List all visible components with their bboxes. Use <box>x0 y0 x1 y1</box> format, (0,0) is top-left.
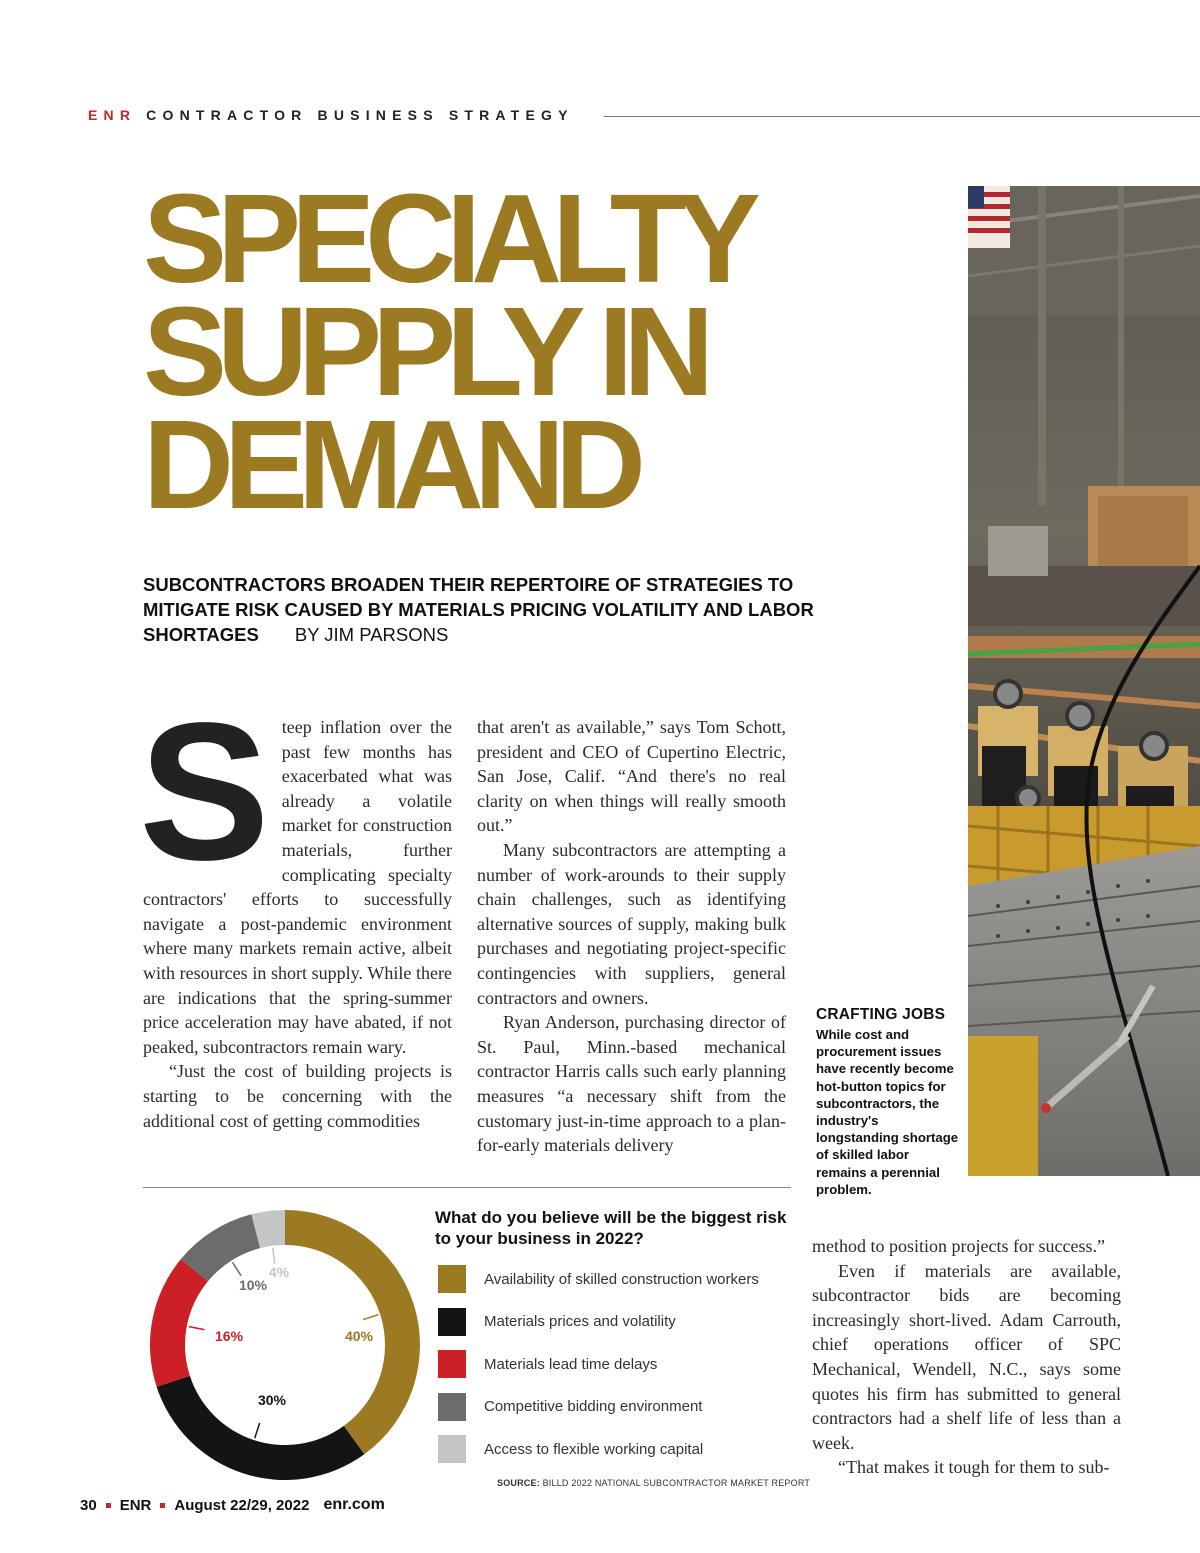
legend-item <box>438 1308 798 1336</box>
caption-title: CRAFTING JOBS <box>816 1006 946 1023</box>
donut-leader-line <box>273 1248 275 1264</box>
donut-chart <box>140 1200 430 1490</box>
kicker-section: CONTRACTOR BUSINESS STRATEGY <box>146 107 574 123</box>
legend-label: Access to flexible working capital <box>484 1440 704 1458</box>
paragraph: Even if materials are available, subcontractor bids are becoming increasingly short-lived. Adam Carrouth, chief operations officer of SPC Mechanical, Wendell, N.C., says some quotes his firm has submitted to general contractors had a shelf life of less than a week. <box>812 1260 1121 1453</box>
paragraph <box>139 682 452 1059</box>
source-text: BILLD 2022 NATIONAL SUBCONTRACTOR MARKET REPORT <box>542 1478 811 1488</box>
legend-swatch <box>438 1393 466 1421</box>
dek-text: SUBCONTRACTORS BROADEN THEIR REPERTOIRE OF STRATEGIES TO MITIGATE RISK CAUSED BY MATERIALS PRICING VOLATILITY AND LABOR SHORTAGES <box>143 574 814 645</box>
chart-rule <box>143 1187 791 1188</box>
byline: BY JIM PARSONS <box>294 624 449 645</box>
website-link[interactable]: enr.com <box>323 1496 385 1513</box>
workshop-photo-art <box>968 186 1200 1176</box>
kicker-rule <box>604 116 1200 117</box>
section-kicker <box>88 107 574 123</box>
chart-source <box>497 1478 810 1488</box>
legend-swatch <box>438 1308 466 1336</box>
paragraph: “Just the cost of building projects is starting to be concerning with the additional cost of getting commodities <box>143 1061 452 1131</box>
paragraph: “That makes it tough for them to sub- <box>838 1457 1110 1478</box>
chart-legend <box>438 1265 798 1478</box>
body-column-2 <box>477 715 786 1158</box>
chart-question: What do you believe will be the biggest risk to your business in 2022? <box>435 1208 787 1248</box>
legend-item <box>438 1435 798 1463</box>
legend-label: Materials lead time delays <box>484 1355 658 1373</box>
footer-separator <box>160 1503 165 1508</box>
footer-separator <box>106 1503 111 1508</box>
donut-data-label: 4% <box>268 1264 290 1280</box>
donut-leader-line <box>363 1315 378 1320</box>
donut-data-label: 16% <box>215 1328 244 1344</box>
legend-label: Competitive bidding environment <box>484 1398 703 1415</box>
paragraph: Ryan Anderson, purchasing director of St. Paul, Minn.-based mechanical contractor Harris calls such early planning measures “a necessary shift from the customary just-in-time approach to a plan-for-early materials delivery <box>477 1012 786 1156</box>
footer-brand: ENR <box>119 1496 152 1514</box>
legend-swatch <box>438 1265 466 1293</box>
donut-leader-line <box>189 1327 205 1330</box>
donut-data-label: 10% <box>238 1277 268 1293</box>
legend-label: Materials prices and volatility <box>484 1313 676 1330</box>
donut-leader-line <box>232 1262 241 1276</box>
paragraph: that aren't as available,” says Tom Schott, president and CEO of Cupertino Electric, San Jose, Calif. “And there's no real clarity on when things will really smooth out.” <box>477 717 786 836</box>
workshop-photo <box>968 186 1200 1176</box>
headline-line-3: DEMAND <box>143 394 636 535</box>
paragraph-text: teep inflation over the past few months has exacerbated what was already a volatile market for construction materials, further complicating specialty contractors' efforts to successfully navigate a post-pandemic environment where many markets remain active, albeit with resources in short supply. While there are indications that the spring-summer price acceleration may have abated, if not peaked, subcontractors remain wary. <box>143 717 452 1057</box>
caption-body: While cost and procurement issues have recently become hot-button topics for subcontractors, the industry's longstanding shortage of skilled labor remains a perennial problem. <box>816 1027 959 1197</box>
legend-swatch <box>438 1350 466 1378</box>
dek <box>143 572 863 647</box>
legend-swatch <box>438 1435 466 1463</box>
paragraph: Many subcontractors are attempting a number of work-arounds to their supply chain challenges, such as identifying alternative sources of supply, making bulk purchases and negotiating project-specific contingencies with suppliers, general contractors and owners. <box>477 839 786 1008</box>
donut-leader-line <box>255 1423 260 1438</box>
page-footer <box>80 1496 385 1514</box>
donut-slice <box>150 1259 208 1387</box>
legend-item <box>438 1393 798 1421</box>
photo-caption <box>816 1006 960 1198</box>
drop-cap: S <box>139 682 270 901</box>
headline-line-2: SUPPLY IN <box>143 281 705 422</box>
paragraph: method to position projects for success.” <box>812 1236 1105 1256</box>
body-column-3 <box>812 1234 1121 1480</box>
legend-item <box>438 1265 798 1293</box>
legend-item <box>438 1350 798 1378</box>
kicker-brand: ENR <box>88 107 137 123</box>
page-number: 30 <box>80 1496 97 1514</box>
headline-line-1: SPECIALTY <box>143 168 751 309</box>
body-column-1 <box>139 682 452 1133</box>
issue-date: August 22/29, 2022 <box>174 1496 310 1514</box>
legend-label: Availability of skilled construction workers <box>484 1270 759 1288</box>
donut-data-label: 30% <box>257 1392 287 1408</box>
source-label: SOURCE: <box>497 1478 540 1488</box>
donut-data-label: 40% <box>344 1328 373 1344</box>
headline <box>143 168 751 535</box>
